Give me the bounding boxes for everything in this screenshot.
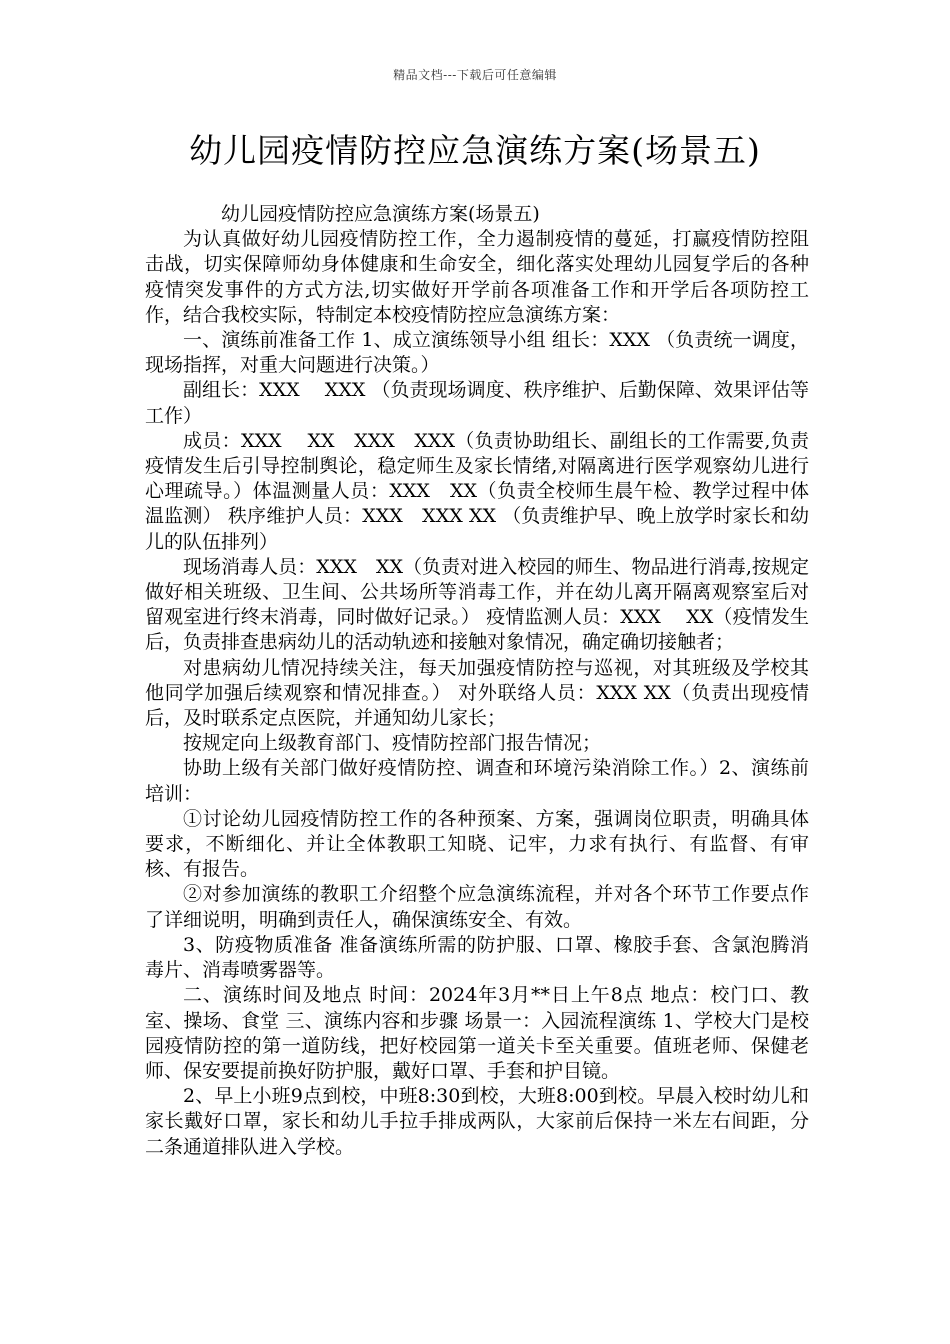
paragraph: 为认真做好幼儿园疫情防控工作，全力遏制疫情的蔓延，打赢疫情防控阻击战，切实保障师幼身体健康和生命安全，细化落实处理幼儿园复学后的各种疫情突发事件的方式方法,切实做好开学前各项准备工作和开学后各项防控工作，结合我校实际，特制定本校疫情防控应急演练方案： bbox=[145, 228, 809, 326]
paragraph-subtitle: 幼儿园疫情防控应急演练方案(场景五) bbox=[221, 203, 540, 225]
paragraph: 副组长：XXX XXX （负责现场调度、秩序维护、后勤保障、效果评估等工作） bbox=[145, 379, 809, 427]
paragraph: 二、演练时间及地点 时间：2024年3月**日上午8点 地点：校门口、教室、操场、食堂 三、演练内容和步骤 场景一：入园流程演练 1、学校大门是校园疫情防控的第一道防线，把好校园第一道关卡至关重要。值班老师、保健老师、保安要提前换好防护服，戴好口罩、手套和护目镜。 bbox=[145, 984, 809, 1082]
paragraph: 协助上级有关部门做好疫情防控、调查和环境污染消除工作。）2、演练前培训： bbox=[145, 757, 809, 805]
paragraph: 一、演练前准备工作 1、成立演练领导小组 组长：XXX （负责统一调度，现场指挥，对重大问题进行决策。） bbox=[145, 329, 809, 377]
page-header-note: 精品文档---下载后可任意编辑 bbox=[393, 68, 557, 82]
document-body bbox=[145, 202, 809, 1160]
paragraph: ①讨论幼儿园疫情防控工作的各种预案、方案，强调岗位职责，明确具体要求，不断细化、并让全体教职工知晓、记牢，力求有执行、有监督、有审核、有报告。 bbox=[145, 807, 809, 881]
paragraph: 按规定向上级教育部门、疫情防控部门报告情况； bbox=[183, 732, 602, 755]
document-title: 幼儿园疫情防控应急演练方案(场景五) bbox=[189, 131, 761, 170]
paragraph: 现场消毒人员：XXX XX（负责对进入校园的师生、物品进行消毒,按规定做好相关班级、卫生间、公共场所等消毒工作，并在幼儿离开隔离观察室后对留观室进行终末消毒，同时做好记录。） 疫情监测人员：XXX XX（疫情发生后，负责排查患病幼儿的活动轨迹和接触对象情况，确定确切接触者； bbox=[145, 555, 809, 654]
paragraph: 成员：XXX XX XXX XXX（负责协助组长、副组长的工作需要,负责疫情发生后引导控制舆论，稳定师生及家长情绪,对隔离进行医学观察幼儿进行心理疏导。）体温测量人员：XXX XX（负责全校师生晨午检、教学过程中体温监测） 秩序维护人员：XXX XXX XX （负责维护早、晚上放学时家长和幼儿的队伍排列） bbox=[145, 429, 809, 553]
paragraph: 3、防疫物质准备 准备演练所需的防护服、口罩、橡胶手套、含氯泡腾消毒片、消毒喷雾器等。 bbox=[145, 933, 809, 982]
paragraph: 2、早上小班9点到校，中班8:30到校，大班8:00到校。早晨入校时幼儿和家长戴好口罩，家长和幼儿手拉手排成两队，大家前后保持一米左右间距，分二条通道排队进入学校。 bbox=[145, 1085, 809, 1158]
paragraph: ②对参加演练的教职工介绍整个应急演练流程，并对各个环节工作要点作了详细说明，明确到责任人，确保演练安全、有效。 bbox=[145, 883, 809, 931]
paragraph: 对患病幼儿情况持续关注，每天加强疫情防控与巡视，对其班级及学校其他同学加强后续观察和情况排查。） 对外联络人员：XXX XX（负责出现疫情后，及时联系定点医院，并通知幼儿家长； bbox=[145, 656, 809, 730]
